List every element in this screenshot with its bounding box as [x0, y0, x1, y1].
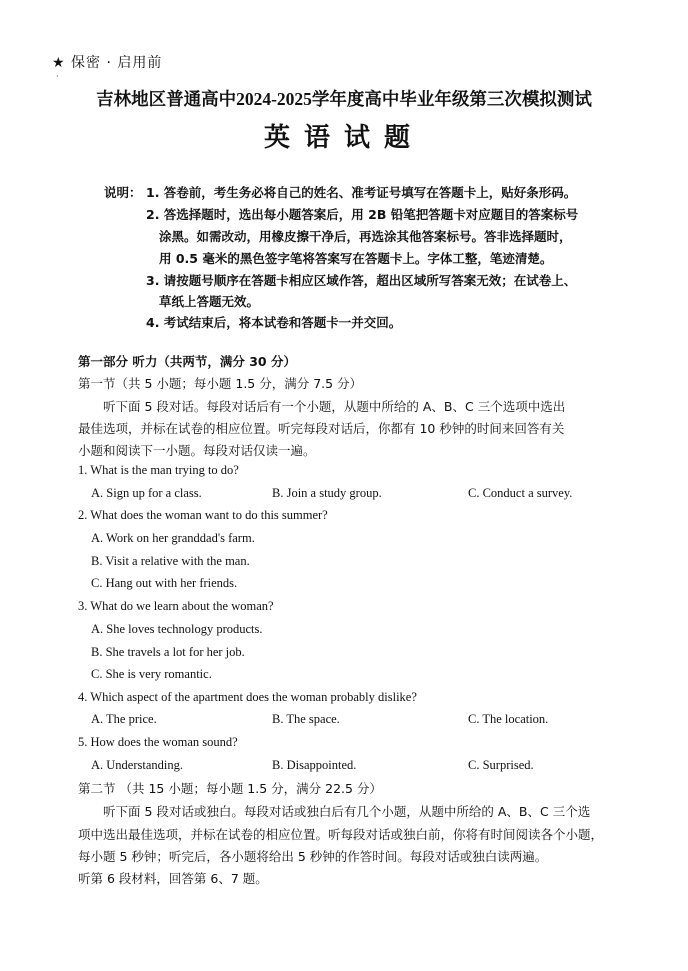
instruction-line: 用 0.5 毫米的黑色签字笔将答案写在答题卡上。字体工整，笔迹清楚。	[159, 251, 553, 266]
option-b: B. She travels a lot for her job.	[91, 645, 245, 659]
subject-title: 英语试题	[263, 123, 424, 152]
question-stem: 3. What do we learn about the woman?	[78, 599, 274, 613]
option-c: C. Conduct a survey.	[468, 486, 573, 500]
section1-directions: 小题和阅读下一小题。每段对话仅读一遍。	[78, 443, 316, 458]
option-b: B. The space.	[272, 712, 340, 726]
option-c: C. Hang out with her friends.	[91, 576, 238, 590]
instructions-label: 说明：	[104, 185, 142, 200]
section1-directions: 最佳选项，并标在试卷的相应位置。听完每段对话后，你都有 10 秒钟的时间来回答有关	[78, 421, 565, 436]
exam-title: 吉林地区普通高中2024-2025学年度高中毕业年级第三次模拟测试	[96, 89, 592, 109]
option-a: A. Understanding.	[91, 758, 183, 772]
section1-heading: 第一节（共 5 小题；每小题 1.5 分，满分 7.5 分）	[78, 376, 363, 391]
instruction-line: 涂黑。如需改动，用橡皮擦干净后，再选涂其他答案标号。答非选择题时，	[159, 229, 572, 244]
section2-directions: 项中选出最佳选项，并标在试卷的相应位置。听每段对话或独白前，你将有时间阅读各个小题，	[78, 827, 604, 842]
option-a: A. She loves technology products.	[91, 622, 263, 636]
section2-directions: 每小题 5 秒钟；听完后，各小题将给出 5 秒钟的作答时间。每段对话或独白读两遍。	[78, 849, 548, 864]
option-b: B. Visit a relative with the man.	[91, 554, 250, 568]
instruction-line: 3. 请按题号顺序在答题卡相应区域作答，超出区域所写答案无效；在试卷上、	[146, 273, 577, 288]
question-stem: 1. What is the man trying to do?	[78, 463, 239, 477]
option-a: A. Sign up for a class.	[91, 486, 202, 500]
question-stem: 5. How does the woman sound?	[78, 735, 238, 749]
option-c: C. The location.	[468, 712, 549, 726]
instruction-line: 草纸上答题无效。	[159, 294, 260, 309]
option-a: A. The price.	[91, 712, 157, 726]
question-stem: 2. What does the woman want to do this summer?	[78, 508, 328, 522]
instruction-line: 4. 考试结束后，将本试卷和答题卡一并交回。	[146, 315, 402, 330]
option-b: B. Disappointed.	[272, 758, 357, 772]
section1-directions: 听下面 5 段对话。每段对话后有一个小题，从题中所给的 A、B、C 三个选项中选出	[103, 399, 566, 414]
section2-heading: 第二节 （共 15 小题；每小题 1.5 分，满分 22.5 分）	[78, 781, 382, 796]
margin-dot: ·	[56, 72, 59, 81]
confidential-mark: ★ 保密 · 启用前	[52, 55, 163, 71]
section2-directions: 听下面 5 段对话或独白。每段对话或独白后有几个小题，从题中所给的 A、B、C 三个选	[103, 804, 591, 819]
option-c: C. She is very romantic.	[91, 667, 212, 681]
option-b: B. Join a study group.	[272, 486, 382, 500]
option-c: C. Surprised.	[468, 758, 534, 772]
material-note: 听第 6 段材料，回答第 6、7 题。	[78, 871, 268, 886]
instruction-line: 2. 答选择题时，选出每小题答案后，用 2B 铅笔把答题卡对应题目的答案标号	[146, 207, 579, 222]
part1-heading: 第一部分 听力（共两节，满分 30 分）	[78, 354, 296, 369]
option-a: A. Work on her granddad's farm.	[91, 531, 255, 545]
instruction-line: 1. 答卷前，考生务必将自己的姓名、准考证号填写在答题卡上，贴好条形码。	[146, 185, 577, 200]
question-stem: 4. Which aspect of the apartment does the woman probably dislike?	[78, 690, 417, 704]
